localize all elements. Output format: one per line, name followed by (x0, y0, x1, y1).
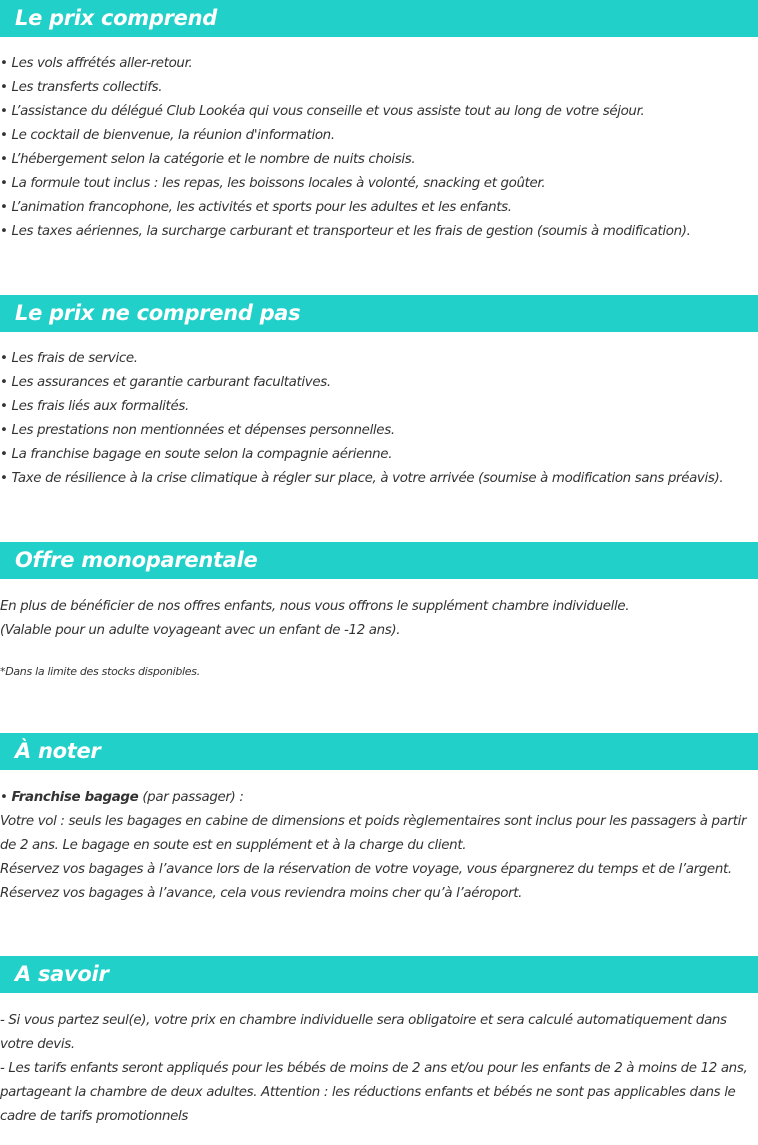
baggage-heading (0, 786, 758, 810)
section-header-to-know (0, 956, 758, 993)
excludes-list (0, 347, 723, 491)
single-parent-text (0, 595, 758, 643)
list-item: • L’assistance du délégué Club Lookéa qui vous conseille et vous assiste tout au long de votre séjour. (0, 104, 645, 119)
list-item: • La formule tout inclus : les repas, les boissons locales à volonté, snacking et goûter. (0, 176, 546, 191)
includes-list (0, 52, 691, 244)
paragraph-line: En plus de bénéficier de nos offres enfants, nous vous offrons le supplément chambre individuelle. (0, 599, 630, 614)
bullet: • (0, 790, 12, 805)
section-title: Le prix comprend (15, 6, 217, 30)
section-title: Le prix ne comprend pas (15, 301, 301, 325)
section-includes (0, 0, 758, 239)
list-item: • Le cocktail de bienvenue, la réunion d'information. (0, 128, 335, 143)
list-item: • L’animation francophone, les activités et sports pour les adultes et les enfants. (0, 200, 512, 215)
section-header-single-parent (0, 542, 758, 579)
section-title: À noter (15, 739, 101, 763)
baggage-label-suffix: (par passager) : (138, 790, 244, 805)
list-item: • L’hébergement selon la catégorie et le nombre de nuits choisis. (0, 152, 416, 167)
list-item: • Les frais de service. (0, 351, 138, 366)
paragraph-line: Réservez vos bagages à l’avance, cela vous reviendra moins cher qu’à l’aéroport. (0, 886, 523, 901)
paragraph-line: Réservez vos bagages à l’avance lors de la réservation de votre voyage, vous épargnerez du temps et de l’argent. (0, 862, 732, 877)
footnote: *Dans la limite des stocks disponibles. (0, 665, 200, 678)
section-header-excludes (0, 295, 758, 332)
section-header-includes (0, 0, 758, 37)
list-item: • Les frais liés aux formalités. (0, 399, 189, 414)
section-header-note (0, 733, 758, 770)
baggage-paragraph: Votre vol : seuls les bagages en cabine de dimensions et poids règlementaires sont inclus pour les passagers à partir de 2 ans. Le bagage en soute est en supplément et à la charge du client. (0, 814, 747, 853)
section-single-parent (0, 542, 758, 678)
section-note (0, 733, 758, 901)
paragraph: - Les tarifs enfants seront appliqués pour les bébés de moins de 2 ans et/ou pour les enfants de 2 à moins de 12 ans, partageant la chambre de deux adultes. Attention : les réductions enfants et bébés ne sont pas applicables dans le cadre de tarifs promotionnels (0, 1061, 748, 1124)
list-item: • Les assurances et garantie carburant facultatives. (0, 375, 331, 390)
list-item: • Les taxes aériennes, la surcharge carburant et transporteur et les frais de gestion (soumis à modification). (0, 224, 691, 239)
list-item: • Les vols affrétés aller-retour. (0, 56, 193, 71)
section-title: Offre monoparentale (15, 548, 258, 572)
to-know-text (0, 1009, 752, 1129)
section-title: A savoir (15, 962, 109, 986)
paragraph: - Si vous partez seul(e), votre prix en chambre individuelle sera obligatoire et sera calculé automatiquement dans votre devis. (0, 1013, 727, 1052)
paragraph-line: (Valable pour un adulte voyageant avec un enfant de -12 ans). (0, 623, 401, 638)
list-item: • La franchise bagage en soute selon la compagnie aérienne. (0, 447, 393, 462)
baggage-label: Franchise bagage (11, 790, 139, 805)
list-item: • Taxe de résilience à la crise climatique à régler sur place, à votre arrivée (soumise à modification sans préavis). (0, 471, 724, 486)
list-item: • Les prestations non mentionnées et dépenses personnelles. (0, 423, 395, 438)
list-item: • Les transferts collectifs. (0, 80, 163, 95)
note-text (0, 786, 758, 906)
section-to-know (0, 956, 758, 1124)
section-excludes (0, 295, 758, 486)
